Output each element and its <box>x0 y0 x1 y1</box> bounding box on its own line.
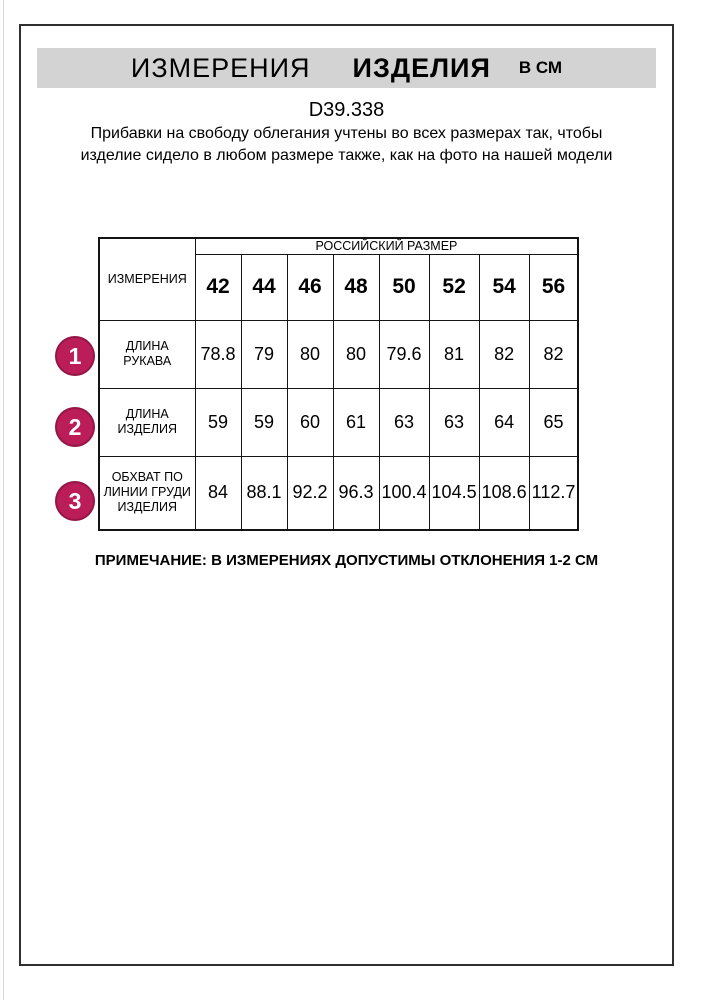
measurement-value: 80 <box>333 320 379 388</box>
table-row-item-length <box>99 388 578 456</box>
size-table-wrapper <box>98 237 579 531</box>
title-secondary: ИЗДЕЛИЯ <box>352 52 491 83</box>
page-frame <box>19 24 674 966</box>
measurement-value: 79 <box>241 320 287 388</box>
measurement-value: 63 <box>429 388 479 456</box>
row-label: ДЛИНА ИЗДЕЛИЯ <box>99 388 195 456</box>
measurement-value: 59 <box>241 388 287 456</box>
table-row-sleeve-length <box>99 320 578 388</box>
measurement-value: 64 <box>479 388 529 456</box>
size-column-header: 42 <box>195 254 241 320</box>
note-text: ПРИМЕЧАНИЕ: В ИЗМЕРЕНИЯХ ДОПУСТИМЫ ОТКЛОНЕНИЯ 1-2 СМ <box>94 552 599 569</box>
title-unit: В СМ <box>518 58 563 77</box>
measurement-value: 112.7 <box>529 456 578 530</box>
measurement-value: 84 <box>195 456 241 530</box>
measurement-value: 81 <box>429 320 479 388</box>
measurement-value: 80 <box>287 320 333 388</box>
header-banner <box>37 48 656 88</box>
measurement-value: 88.1 <box>241 456 287 530</box>
measurement-value: 60 <box>287 388 333 456</box>
size-column-header: 52 <box>429 254 479 320</box>
size-column-header: 48 <box>333 254 379 320</box>
measurement-value: 92.2 <box>287 456 333 530</box>
measurement-value: 82 <box>529 320 578 388</box>
size-column-header: 56 <box>529 254 578 320</box>
measurement-value: 59 <box>195 388 241 456</box>
measurement-value: 82 <box>479 320 529 388</box>
row-label: ДЛИНА РУКАВА <box>99 320 195 388</box>
measurement-value: 78.8 <box>195 320 241 388</box>
size-table <box>98 237 579 531</box>
measurement-value: 96.3 <box>333 456 379 530</box>
measurement-value: 61 <box>333 388 379 456</box>
scan-edge-line <box>3 0 4 1000</box>
measurement-value: 79.6 <box>379 320 429 388</box>
step-badge-1: 1 <box>55 336 95 376</box>
size-column-header: 54 <box>479 254 529 320</box>
size-column-header: 44 <box>241 254 287 320</box>
title-main: ИЗМЕРЕНИЯ <box>130 52 311 83</box>
size-column-header: 50 <box>379 254 429 320</box>
measurement-value: 63 <box>379 388 429 456</box>
row-label: ОБХВАТ ПО ЛИНИИ ГРУДИ ИЗДЕЛИЯ <box>99 456 195 530</box>
group-header: РОССИЙСКИЙ РАЗМЕР <box>195 238 578 254</box>
measurement-value: 104.5 <box>429 456 479 530</box>
product-description: Прибавки на свободу облегания учтены во всех размерах так, чтобы изделие сидело в любом размере также, как на фото на нашей модели <box>80 125 613 164</box>
step-badge-3: 3 <box>55 481 95 521</box>
measurement-value: 100.4 <box>379 456 429 530</box>
step-badge-2: 2 <box>55 407 95 447</box>
corner-label: ИЗМЕРЕНИЯ <box>99 238 195 320</box>
measurement-value: 65 <box>529 388 578 456</box>
size-column-header: 46 <box>287 254 333 320</box>
table-row-chest-girth <box>99 456 578 530</box>
measurement-value: 108.6 <box>479 456 529 530</box>
model-code: D39.338 <box>308 99 385 121</box>
